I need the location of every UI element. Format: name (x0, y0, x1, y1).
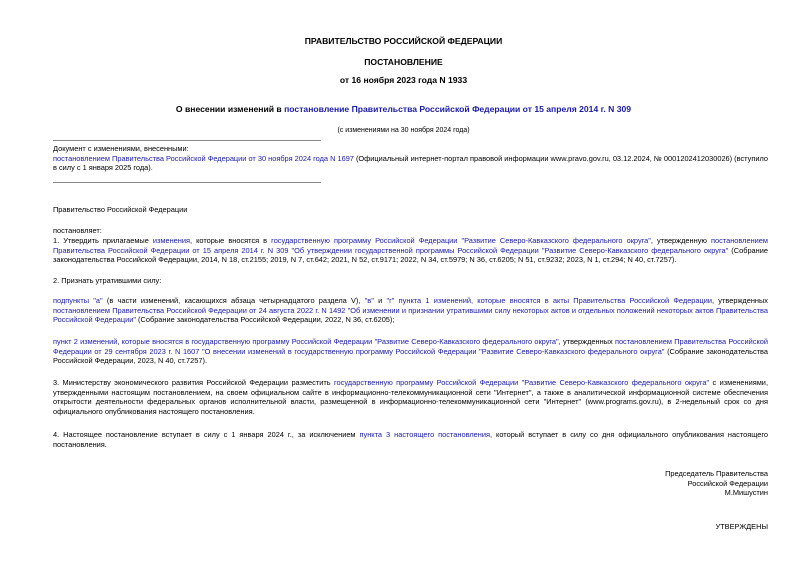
paragraph-1: 1. Утвердить прилагаемые изменения, которые вносятся в государственную программу Российской Федерации "Развитие Северо-Кавказского федерального округа", утвержденную постановлением Правительства Российской Федерации от 15 апреля 2014 г. N 309 "Об утверждении государственной программы Российской Федерации "Развитие Северо-Кавказского федерального округа" (Собрание законодательства Российской Федерации, 2014, N 18, ст.2155; 2019, N 7, ст.642; 2021, N 52, ст.9171; 2022, N 34, ст.5979; N 36, ст.6205; N 51, ст.9232; 2023, N 1, ст.294; N 40, ст.7257). (53, 236, 768, 265)
title-link[interactable]: постановление Правительства Российской Федерации от 15 апреля 2014 г. N 309 (284, 104, 632, 114)
gov-name: Правительство Российской Федерации (53, 205, 188, 214)
paragraph-2: 2. Признать утратившими силу: (53, 276, 162, 285)
edition-note: (с изменениями на 30 ноября 2024 года) (337, 127, 470, 134)
note-bottom-divider (53, 182, 321, 183)
paragraph-2b: пункт 2 изменений, которые вносятся в государственную программу Российской Федерации "Развитие Северо-Кавказского федерального округа", утвержденных постановлением Правительства Российской Федерации от 29 сентября 2023 г. N 1607 "О внесении изменений в государственную программу Российской Федерации "Развитие Северо-Кавказского федерального округа" (Собрание законодательства Российской Федерации, 2023, N 40, ст.7257). (53, 337, 769, 366)
document-title (0, 105, 807, 115)
p2a-link-g[interactable]: "г" пункта 1 изменений, которые вносятся в акты Правительства Российской Федерации (386, 296, 713, 305)
government-heading: ПРАВИТЕЛЬСТВО РОССИЙСКОЙ ФЕДЕРАЦИИ (304, 36, 503, 46)
p2b-link-point[interactable]: пункт 2 изменений, которые вносятся в государственную программу Российской Федерации "Развитие Северо-Кавказского федерального округа" (53, 337, 559, 346)
paragraph-4: 4. Настоящее постановление вступает в силу с 1 января 2024 г., за исключением пункта 3 настоящего постановления, который вступает в силу со дня официального опубликования настоящего постановления. (53, 430, 768, 449)
p2a-link-subpoint-a[interactable]: подпункты "а" (53, 296, 103, 305)
title-prefix: О внесении изменений в (175, 104, 285, 114)
note-top-divider (53, 140, 321, 141)
note-link[interactable]: постановлением Правительства Российской Федерации от 30 ноября 2024 года N 1697 (53, 153, 354, 163)
signer-name: М.Мишустин (724, 488, 768, 498)
document-type: ПОСТАНОВЛЕНИЕ (364, 57, 443, 67)
signer-org: Российской Федерации (687, 478, 768, 488)
p2a-link-decree[interactable]: постановлением Правительства Российской Федерации от 24 августа 2022 г. N 1492 "Об изменении и признании утратившими силу некоторых актов и отдельных положений некоторых актов Правительства Российской Федерации" (53, 305, 768, 325)
note-rest: (Официальный интернет-портал правовой информации www.pravo.gov.ru, 03.12.2024, № 0001202412030026) (вступило в силу с 1 января 2025 года). (53, 153, 768, 173)
p2a-link-v[interactable]: "в" (364, 296, 374, 305)
decides-label: постановляет: (53, 226, 102, 235)
approved-label: УТВЕРЖДЕНЫ (715, 522, 768, 531)
signer-title: Председатель Правительства (665, 469, 768, 478)
p1-link-changes[interactable]: изменения (152, 236, 190, 245)
paragraph-3: 3. Министерству экономического развития Российской Федерации разместить государственную программу Российской Федерации "Развитие Северо-Кавказского федерального округа" с изменениями, утвержденными настоящим постановлением, на своем официальном сайте в информационно-телекоммуникационной сети "Интернет", а также в аналитической информационной системе обеспечения открытости деятельности федеральных органов исполнительной власти, размещенной в информационно-телекоммуникационной сети "Интернет" (www.programs.gov.ru), в 2-недельный срок со дня официального опубликования настоящего постановления. (53, 378, 768, 416)
note-line1: Документ с изменениями, внесенными: (53, 144, 189, 153)
amendment-note (53, 144, 768, 173)
p4-link-point3[interactable]: пункта 3 настоящего постановления (359, 430, 490, 439)
document-date-number: от 16 ноября 2023 года N 1933 (339, 75, 468, 85)
paragraph-2a: подпункты "а" (в части изменений, касающихся абзаца четырнадцатого раздела V), "в" и "г" пункта 1 изменений, которые вносятся в акты Правительства Российской Федерации, утвержденных постановлением Правительства Российской Федерации от 24 августа 2022 г. N 1492 "Об изменении и признании утратившими силу некоторых актов и отдельных положений некоторых актов Правительства Российской Федерации" (Собрание законодательства Российской Федерации, 2022, N 36, ст.6205); (53, 296, 768, 325)
p3-link-program[interactable]: государственную программу Российской Федерации "Развитие Северо-Кавказского федерального округа" (334, 378, 710, 387)
p2b-link-decree[interactable]: постановлением Правительства Российской Федерации от 29 сентября 2023 г. N 1607 "О внесении изменений в государственную программу Российской Федерации "Развитие Северо-Кавказского федерального округа" (53, 337, 769, 356)
signature-block (665, 469, 768, 498)
p1-link-program[interactable]: государственную программу Российской Федерации "Развитие Северо-Кавказского федерального округа" (271, 236, 651, 245)
p1-link-decree[interactable]: постановлением Правительства Российской Федерации от 15 апреля 2014 г. N 309 "Об утверждении государственной программы Российской Федерации "Развитие Северо-Кавказского федерального округа" (53, 236, 768, 255)
